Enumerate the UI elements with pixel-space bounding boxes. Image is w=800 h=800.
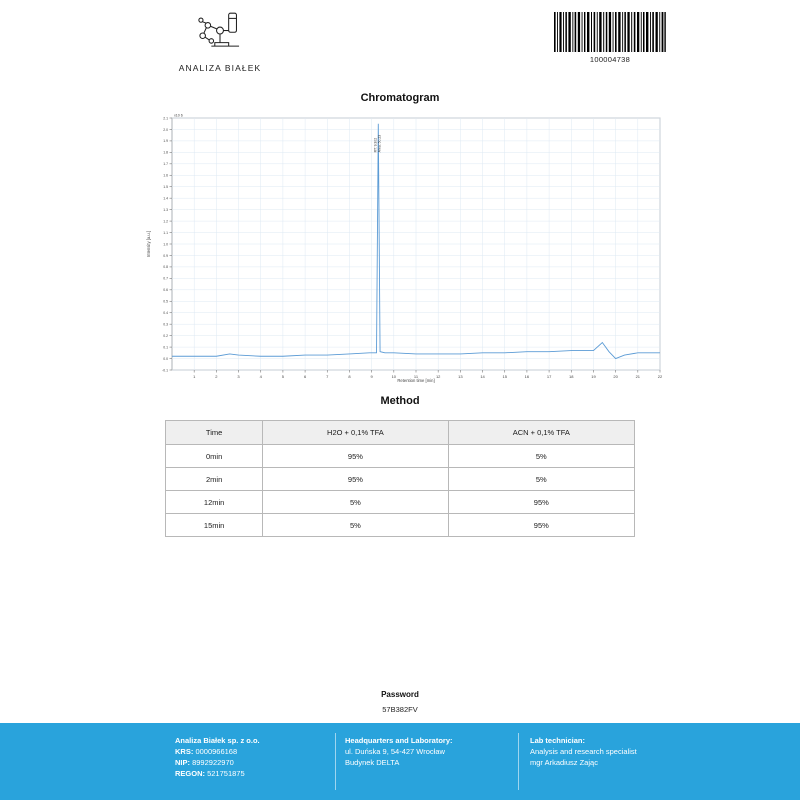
svg-text:10: 10	[391, 374, 397, 379]
svg-text:0.8: 0.8	[163, 265, 168, 270]
svg-text:Intensity [a.u.]: Intensity [a.u.]	[146, 230, 151, 258]
brand-name: ANALIZA BIAŁEK	[178, 63, 262, 73]
brand-logo	[165, 8, 275, 73]
microscope-molecule-icon	[185, 8, 255, 60]
svg-text:1: 1	[193, 374, 196, 379]
svg-text:20: 20	[613, 374, 618, 379]
column-header-water: H2O + 0,1% TFA	[263, 421, 448, 445]
krs-label: KRS:	[175, 746, 194, 756]
svg-text:Area: 50.23: Area: 50.23	[377, 134, 382, 153]
svg-text:16: 16	[524, 374, 530, 379]
password-label: Password	[381, 690, 419, 699]
technician-name: mgr Arkadiusz Zając	[530, 757, 598, 767]
svg-text:1.3: 1.3	[163, 207, 168, 212]
svg-text:8: 8	[348, 374, 351, 379]
svg-text:1.2: 1.2	[163, 219, 168, 224]
svg-text:0.3: 0.3	[163, 322, 168, 327]
svg-text:1.0: 1.0	[163, 242, 168, 247]
svg-text:1.6: 1.6	[163, 173, 168, 178]
cell-water: 5%	[263, 491, 448, 514]
svg-text:1.9: 1.9	[163, 139, 168, 144]
svg-text:7: 7	[326, 374, 329, 379]
svg-text:0.0: 0.0	[163, 356, 168, 361]
cell-time: 12min	[166, 491, 263, 514]
page-footer	[0, 723, 800, 800]
footer-hq-block	[345, 736, 515, 769]
svg-text:11: 11	[413, 374, 419, 379]
cell-time: 0min	[166, 445, 263, 468]
svg-text:15: 15	[502, 374, 507, 379]
table-row	[166, 445, 635, 468]
nip-label: NIP:	[175, 757, 190, 767]
hq-address-line1: ul. Duńska 9, 54-427 Wrocław	[345, 746, 445, 756]
cell-acn: 95%	[448, 514, 634, 537]
cell-acn: 5%	[448, 445, 634, 468]
svg-text:5: 5	[281, 374, 285, 379]
svg-text:0.5: 0.5	[163, 299, 168, 304]
svg-text:2: 2	[215, 374, 218, 379]
hq-title: Headquarters and Laboratory:	[345, 736, 453, 745]
cell-water: 95%	[263, 468, 448, 491]
footer-divider	[518, 733, 519, 790]
password-value: 57B382FV	[382, 705, 418, 714]
technician-role: Analysis and research specialist	[530, 746, 637, 756]
svg-text:Retention time [min]: Retention time [min]	[397, 378, 435, 383]
svg-text:0.7: 0.7	[163, 276, 168, 281]
nip-value: 8992922970	[192, 757, 234, 767]
svg-text:0.1: 0.1	[163, 345, 168, 350]
chromatogram-plot	[140, 112, 665, 384]
cell-time: 2min	[166, 468, 263, 491]
column-header-acn: ACN + 0,1% TFA	[448, 421, 634, 445]
cell-water: 95%	[263, 445, 448, 468]
svg-text:2.0: 2.0	[163, 127, 168, 132]
svg-text:0.9: 0.9	[163, 253, 168, 258]
page-header	[0, 0, 800, 92]
svg-text:1.4: 1.4	[163, 196, 168, 201]
footer-company-block	[175, 736, 340, 780]
company-name: Analiza Białek sp. z o.o.	[175, 736, 260, 745]
svg-text:3: 3	[237, 374, 240, 379]
svg-text:-0.1: -0.1	[162, 368, 168, 373]
svg-text:1.1: 1.1	[163, 230, 168, 235]
svg-text:9: 9	[370, 374, 373, 379]
table-row	[166, 491, 635, 514]
barcode-block	[550, 12, 670, 64]
krs-value: 0000966168	[195, 746, 238, 756]
svg-text:1.7: 1.7	[163, 162, 168, 167]
footer-technician-block	[530, 736, 710, 769]
svg-text:12: 12	[435, 374, 441, 379]
regon-value: 521751875	[207, 768, 245, 778]
cell-time: 15min	[166, 514, 263, 537]
barcode-number: 100004738	[589, 55, 631, 64]
barcode-icon	[554, 12, 666, 52]
svg-text:RT: 9.302: RT: 9.302	[373, 137, 378, 153]
column-header-time: Time	[166, 421, 263, 445]
svg-text:19: 19	[591, 374, 596, 379]
svg-text:22: 22	[657, 374, 663, 379]
svg-text:1.5: 1.5	[163, 185, 168, 190]
method-table	[165, 420, 635, 537]
method-title: Method	[380, 395, 420, 407]
table-row	[166, 468, 635, 491]
chromatogram-title: Chromatogram	[360, 92, 440, 104]
hq-address-line2: Budynek DELTA	[345, 757, 400, 767]
table-row	[166, 514, 635, 537]
svg-text:18: 18	[569, 374, 574, 379]
svg-text:21: 21	[635, 374, 641, 379]
svg-text:x10 6: x10 6	[174, 113, 183, 118]
table-header-row	[166, 421, 635, 445]
cell-water: 5%	[263, 514, 448, 537]
technician-title: Lab technician:	[530, 736, 586, 745]
svg-text:14: 14	[480, 374, 485, 379]
svg-text:6: 6	[303, 374, 307, 379]
cell-acn: 95%	[448, 491, 634, 514]
svg-text:0.2: 0.2	[163, 333, 168, 338]
cell-acn: 5%	[448, 468, 634, 491]
svg-text:1.8: 1.8	[163, 150, 168, 155]
svg-text:2.1: 2.1	[163, 116, 168, 121]
svg-text:4: 4	[259, 374, 262, 379]
svg-text:17: 17	[546, 374, 552, 379]
password-block	[0, 690, 800, 714]
svg-text:13: 13	[458, 374, 463, 379]
svg-text:0.4: 0.4	[163, 311, 168, 316]
regon-label: REGON:	[175, 768, 205, 778]
chromatogram-chart	[140, 112, 665, 384]
svg-text:0.6: 0.6	[163, 288, 168, 293]
